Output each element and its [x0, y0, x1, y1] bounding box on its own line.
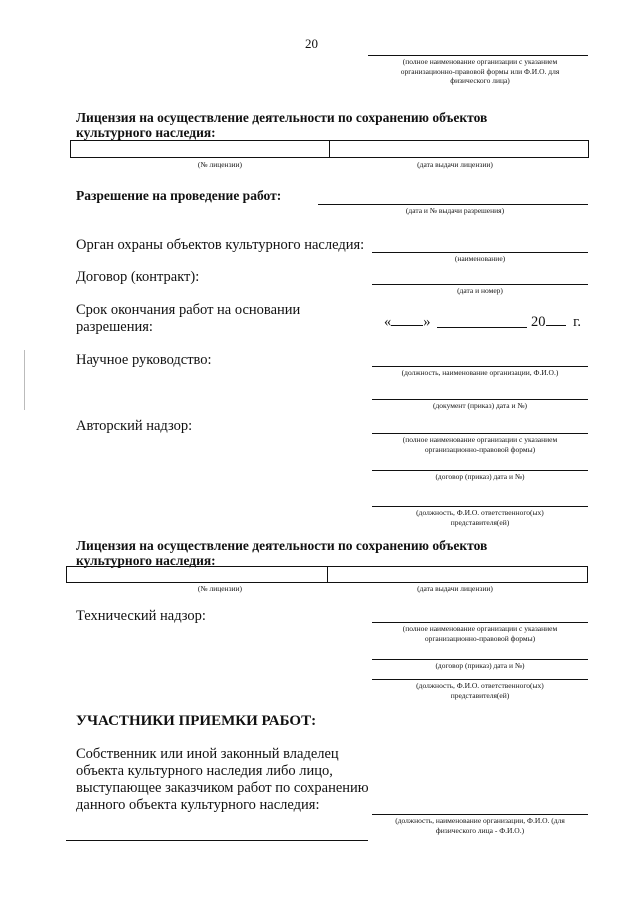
technical-caption-1: (полное наименование организации с указанием организационно-правовой формы): [402, 624, 558, 643]
technical-caption-2: (договор (приказ) дата и №): [435, 661, 525, 670]
license-2-number-field[interactable]: [67, 567, 328, 582]
technical-line-3[interactable]: [372, 679, 588, 680]
author-caption-2: (договор (приказ) дата и №): [435, 472, 525, 481]
deadline-day-field[interactable]: [384, 313, 431, 331]
technical-line-1[interactable]: [372, 622, 588, 623]
page-number: 20: [305, 36, 318, 51]
deadline-label: Срок окончания работ на основании разрешения:: [76, 302, 301, 335]
author-line-3[interactable]: [372, 506, 588, 507]
license-1-date-field[interactable]: [330, 141, 588, 157]
owner-line-left[interactable]: [66, 840, 368, 841]
scientific-caption-2: (документ (приказ) дата и №): [432, 401, 528, 410]
participants-heading: УЧАСТНИКИ ПРИЕМКИ РАБОТ:: [76, 713, 317, 729]
technical-supervision-label: Технический надзор:: [76, 608, 206, 624]
authority-caption: (наименование): [454, 254, 506, 263]
permit-caption: (дата и № выдачи разрешения): [405, 206, 505, 215]
author-line-1[interactable]: [372, 433, 588, 434]
scan-margin-mark: [24, 350, 25, 410]
owner-caption: (должность, наименование организации, Ф.И.О. (для физического лица - Ф.И.О.): [395, 816, 565, 835]
deadline-close-quote: »: [423, 314, 431, 330]
deadline-open-quote: «: [384, 314, 392, 330]
contract-caption: (дата и номер): [457, 286, 503, 295]
license-1-number-caption: (№ лицензии): [197, 160, 243, 169]
license-2-date-caption: (дата выдачи лицензии): [417, 584, 493, 593]
authority-label: Орган охраны объектов культурного наследия:: [76, 237, 365, 253]
scientific-label: Научное руководство:: [76, 352, 212, 368]
license-1-date-caption: (дата выдачи лицензии): [417, 160, 493, 169]
deadline-month-line[interactable]: [437, 327, 527, 328]
authority-line[interactable]: [372, 252, 588, 253]
scientific-caption-1: (должность, наименование организации, Ф.И.О.): [401, 368, 559, 377]
technical-caption-3: (должность, Ф.И.О. ответственного(ых) представителя(ей): [416, 681, 544, 700]
deadline-year-prefix: 20: [531, 314, 546, 330]
permit-line[interactable]: [318, 204, 588, 205]
license-2-date-field[interactable]: [328, 567, 588, 582]
technical-line-2[interactable]: [372, 659, 588, 660]
contract-label: Договор (контракт):: [76, 269, 200, 285]
org-name-line[interactable]: [368, 55, 588, 56]
author-caption-1: (полное наименование организации с указанием организационно-правовой формы): [402, 435, 558, 454]
license-2-number-caption: (№ лицензии): [197, 584, 243, 593]
author-line-2[interactable]: [372, 470, 588, 471]
license-1-title: Лицензия на осуществление деятельности по сохранению объектов культурного наследия:: [76, 110, 488, 140]
owner-label: Собственник или иной законный владелец объекта культурного наследия либо лицо, выступающее заказчиком работ по сохранению данного объекта культурного наследия:: [76, 746, 369, 813]
scientific-line-1[interactable]: [372, 366, 588, 367]
author-caption-3: (должность, Ф.И.О. ответственного(ых) представителя(ей): [416, 508, 544, 527]
license-2-title: Лицензия на осуществление деятельности по сохранению объектов культурного наследия:: [76, 538, 488, 568]
license-2-table: [66, 566, 588, 583]
owner-line[interactable]: [372, 814, 588, 815]
author-supervision-label: Авторский надзор:: [76, 418, 193, 434]
scientific-line-2[interactable]: [372, 399, 588, 400]
deadline-year-field[interactable]: [531, 313, 581, 331]
deadline-year-suffix: г.: [573, 314, 582, 330]
org-name-caption: (полное наименование организации с указанием организационно-правовой формы или Ф.И.О. для физического лица): [400, 57, 560, 85]
license-1-number-field[interactable]: [71, 141, 330, 157]
permit-label: Разрешение на проведение работ:: [76, 188, 282, 203]
contract-line[interactable]: [372, 284, 588, 285]
license-1-table: [70, 140, 589, 158]
